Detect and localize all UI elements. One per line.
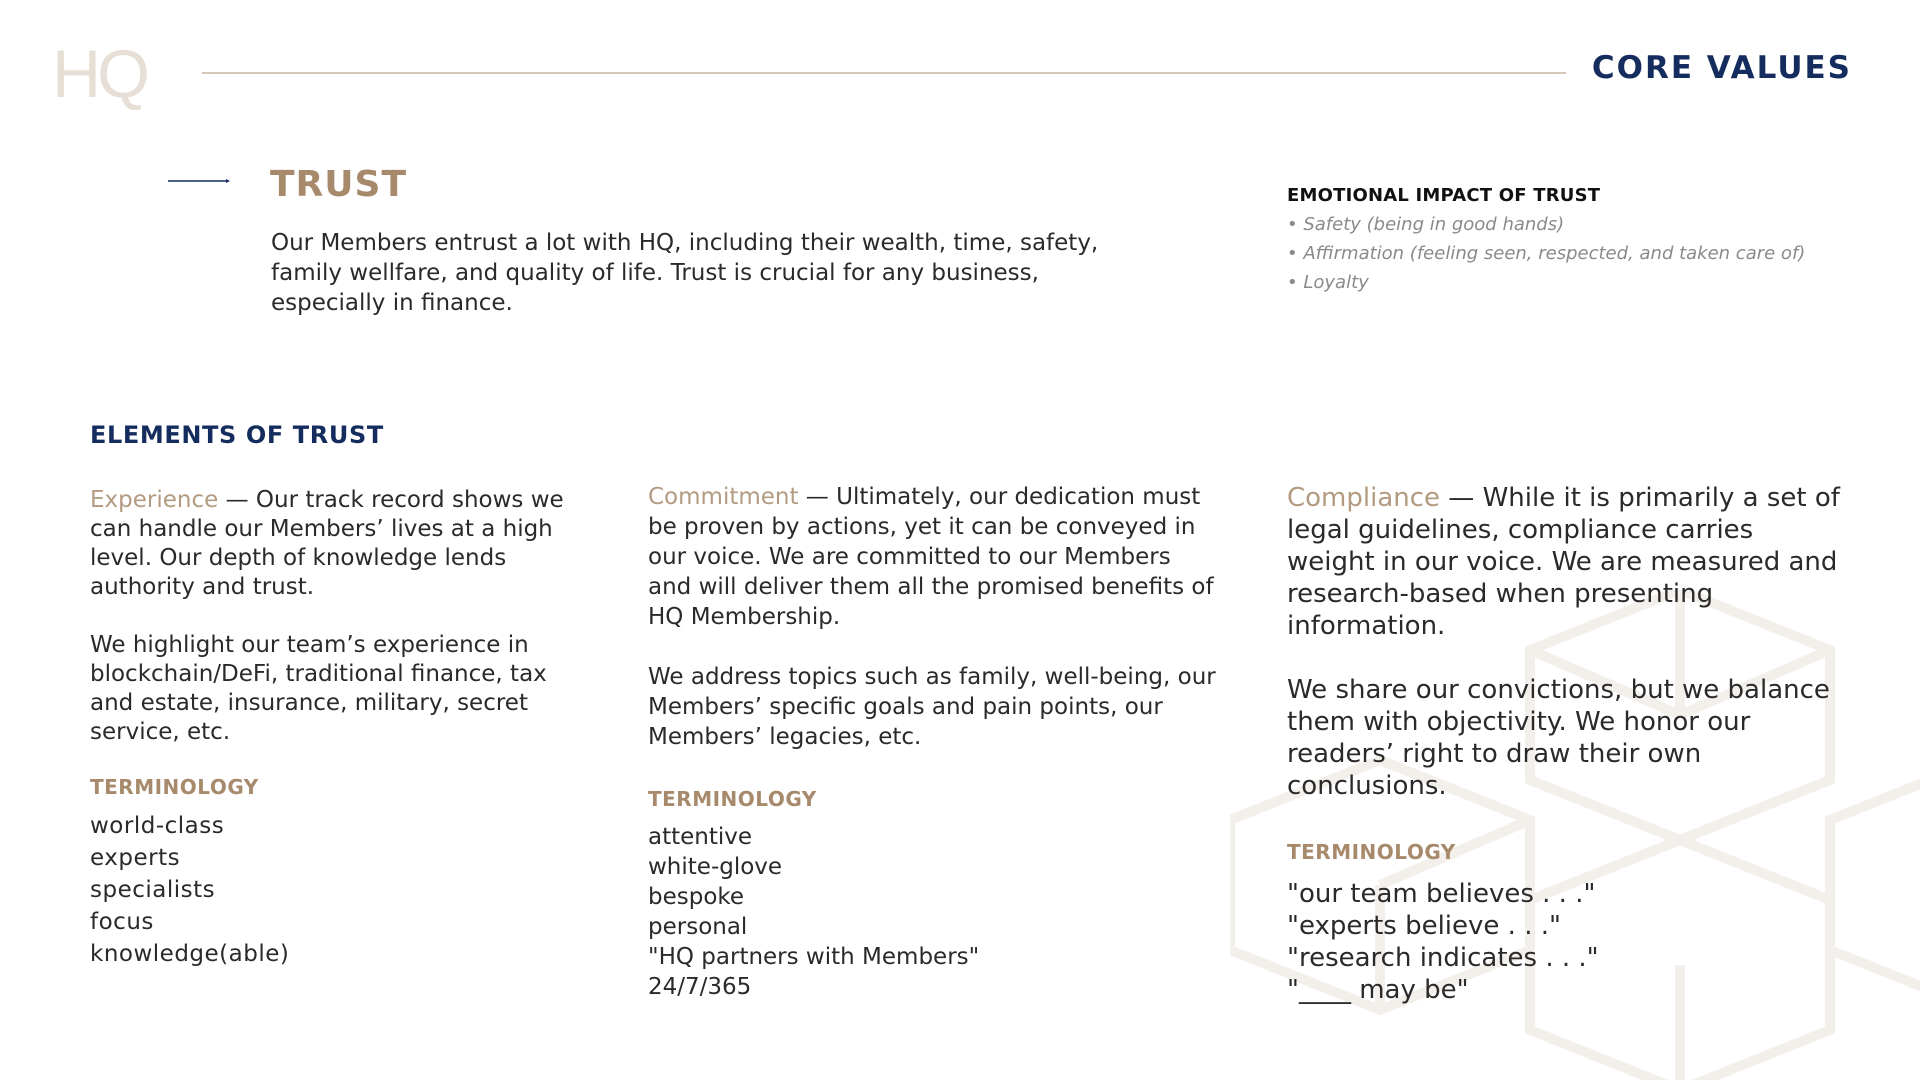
terminology-item: experts	[90, 845, 181, 871]
emotional-impact-heading: EMOTIONAL IMPACT OF TRUST	[1287, 185, 1601, 206]
terminology-heading: TERMINOLOGY	[90, 775, 259, 799]
element-intro	[90, 486, 590, 602]
hq-logo: HQ	[52, 36, 146, 112]
terminology-heading: TERMINOLOGY	[1287, 840, 1456, 864]
terminology-item: knowledge(able)	[90, 941, 290, 967]
element-intro	[1287, 482, 1847, 642]
header-divider	[202, 72, 1566, 74]
section-title-trust: TRUST	[270, 164, 407, 205]
element-paragraph: We address topics such as family, well-being, our Members’ specific goals and pain points, our Members’ legacies, etc.	[648, 664, 1216, 750]
terminology-item: bespoke	[648, 884, 745, 910]
terminology-list	[90, 810, 590, 970]
emotional-impact-item: • Loyalty	[1287, 272, 1369, 293]
element-intro	[648, 482, 1218, 632]
element-column-commitment	[648, 482, 1218, 1002]
emotional-impact-panel	[1287, 185, 1887, 297]
trust-description: Our Members entrust a lot with HQ, including their wealth, time, safety, family wellfare, and quality of life. Trust is crucial for any business, especially in finance.	[271, 230, 1099, 316]
emotional-impact-item: • Safety (being in good hands)	[1287, 214, 1565, 235]
emotional-impact-item: • Affirmation (feeling seen, respected, and taken care of)	[1287, 243, 1806, 264]
element-column-compliance	[1287, 482, 1847, 1006]
terminology-list	[1287, 878, 1847, 1006]
element-lead-compliance: Compliance	[1287, 483, 1441, 513]
terminology-item: "experts believe . . ."	[1287, 911, 1561, 941]
elements-of-trust-heading: ELEMENTS OF TRUST	[90, 421, 384, 449]
element-intro-text: — While it is primarily a set of legal guidelines, compliance carries weight in our voice. We are measured and research-based when presenting information.	[1287, 483, 1840, 641]
element-lead-experience: Experience	[90, 487, 219, 513]
terminology-item: "HQ partners with Members"	[648, 944, 980, 970]
element-paragraph: We share our convictions, but we balance them with objectivity. We honor our readers’ right to draw their own conclusions.	[1287, 675, 1830, 801]
element-paragraph: We highlight our team’s experience in blockchain/DeFi, traditional finance, tax and estate, insurance, military, secret service, etc.	[90, 632, 547, 745]
terminology-item: attentive	[648, 824, 753, 850]
terminology-item: specialists	[90, 877, 216, 903]
terminology-item: 24/7/365	[648, 974, 752, 1000]
element-column-experience	[90, 486, 590, 970]
terminology-list	[648, 822, 1218, 1002]
element-lead-commitment: Commitment	[648, 484, 799, 510]
terminology-item: world-class	[90, 813, 225, 839]
page-title: CORE VALUES	[1591, 50, 1852, 86]
terminology-item: white-glove	[648, 854, 783, 880]
emotional-impact-list	[1287, 210, 1887, 297]
terminology-heading: TERMINOLOGY	[648, 787, 817, 811]
terminology-item: "our team believes . . ."	[1287, 879, 1596, 909]
terminology-item: focus	[90, 909, 154, 935]
terminology-item: "____ may be"	[1287, 975, 1469, 1005]
terminology-item: "research indicates . . ."	[1287, 943, 1599, 973]
terminology-item: personal	[648, 914, 748, 940]
element-intro-text: — Our track record shows we can handle our Members’ lives at a high level. Our depth of knowledge lends authority and trust.	[90, 487, 564, 600]
arrow-right-icon	[168, 176, 230, 186]
element-intro-text: — Ultimately, our dedication must be proven by actions, yet it can be conveyed in our voice. We are committed to our Members and will deliver them all the promised benefits of HQ Membership.	[648, 484, 1214, 630]
